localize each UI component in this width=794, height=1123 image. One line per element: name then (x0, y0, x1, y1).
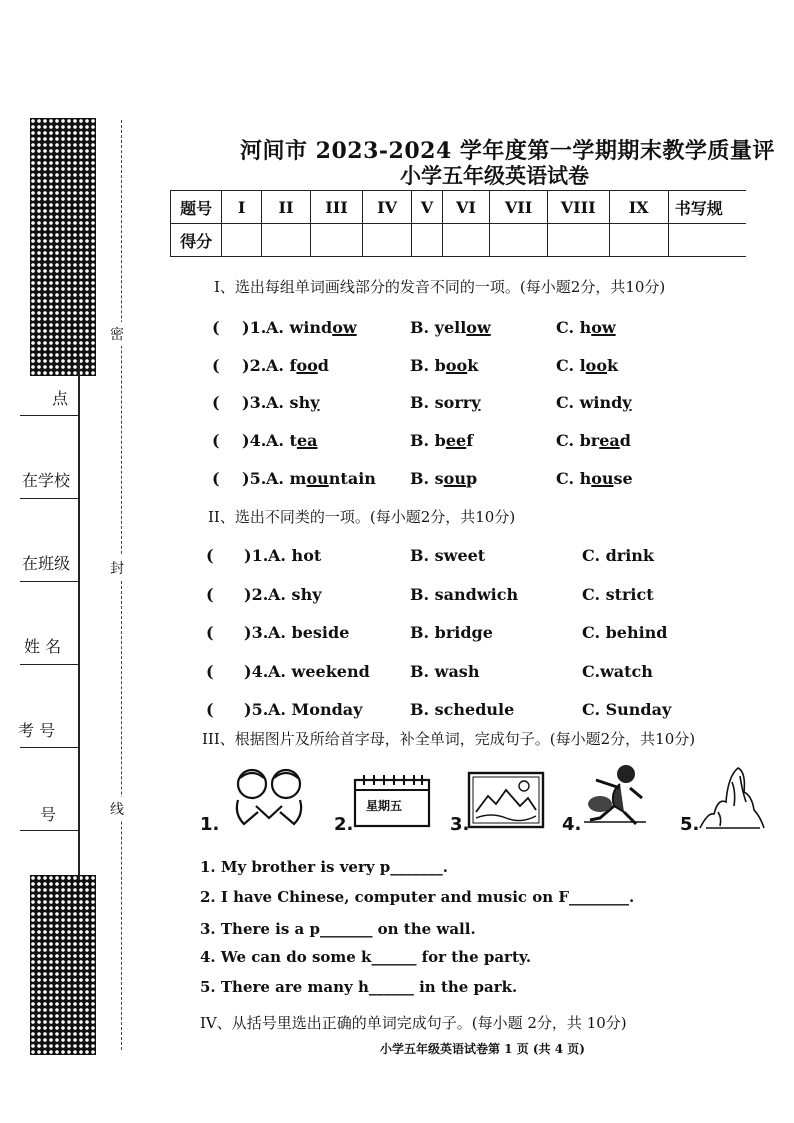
option-a (266, 356, 329, 375)
answer-blank[interactable]: ( (206, 662, 214, 681)
kung-fu-picture (580, 762, 650, 830)
option-c: C.watch (582, 662, 653, 681)
option-c (556, 356, 618, 375)
score-input-cell[interactable] (412, 224, 442, 257)
score-table (170, 190, 770, 257)
option-text: d (317, 356, 329, 375)
underlined-letters: y (622, 393, 632, 412)
option-b: B. wash (410, 662, 480, 681)
underlined-letters: ou (306, 469, 329, 488)
option-a (266, 393, 320, 412)
option-text: B. b (410, 356, 446, 375)
option-text: ntain (328, 469, 376, 488)
calendar-day-label: 星期五 (366, 799, 403, 813)
answer-bracket[interactable]: ( (212, 431, 220, 450)
option-b (410, 431, 473, 450)
answer-bracket[interactable]: ( (212, 393, 220, 412)
binding-label-seat-number: 号 (40, 805, 57, 824)
answer-blank[interactable] (212, 318, 220, 337)
underlined-letters: oo (445, 356, 468, 375)
answer-bracket[interactable]: ( (212, 469, 220, 488)
answer-blank[interactable] (212, 469, 220, 488)
hills-picture (698, 762, 766, 832)
question-number-wrap (242, 431, 266, 450)
score-cell: V (412, 191, 442, 224)
option-a: A. hot (268, 546, 322, 565)
section-3-heading: III、根据图片及所给首字母，补全单词，完成句子。(每小题2分，共10分) (202, 730, 696, 748)
question-number-wrap (242, 356, 266, 375)
underlined-letters: ou (591, 469, 614, 488)
binding-pattern-top (30, 118, 96, 376)
score-input-cell[interactable] (609, 224, 668, 257)
option-b: B. sandwich (410, 585, 519, 604)
score-cell: VI (442, 191, 490, 224)
option-a (266, 431, 318, 450)
option-text: C. h (556, 469, 592, 488)
option-text: k (607, 356, 619, 375)
fill-in-sentence[interactable]: 4. We can do some k______ for the party. (200, 948, 532, 966)
exam-subtitle: 小学五年级英语试卷 (400, 163, 589, 188)
question-number: )2. (242, 356, 267, 375)
binding-divider (78, 360, 80, 880)
binding-label-name: 姓 名 (24, 637, 62, 656)
option-a (266, 318, 357, 337)
picture-number: 2. (334, 814, 354, 835)
answer-blank[interactable] (212, 393, 220, 412)
option-text: B. yell (410, 318, 467, 337)
score-cell: IX (609, 191, 668, 224)
answer-blank[interactable]: ( (206, 585, 214, 604)
score-cell: 得分 (171, 224, 222, 257)
answer-blank[interactable]: ( (206, 623, 214, 642)
option-c: C. Sunday (582, 700, 672, 719)
score-cell: I (222, 191, 261, 224)
score-cell: VII (490, 191, 548, 224)
picture-number: 3. (450, 814, 470, 835)
question-number-wrap (242, 469, 266, 488)
binding-label-exam-site: 点 (52, 389, 69, 408)
score-cell: VIII (547, 191, 609, 224)
option-text: B. b (410, 431, 446, 450)
question-number-wrap (242, 318, 266, 337)
question-number: )3. (244, 623, 269, 642)
option-a: A. beside (268, 623, 350, 642)
binding-label-school: 在学校 (22, 471, 71, 490)
score-cell: IV (362, 191, 412, 224)
question-number-wrap (242, 393, 266, 412)
page-footer: 小学五年级英语试卷第 1 页 (共 4 页) (380, 1042, 585, 1056)
option-a: A. weekend (268, 662, 370, 681)
option-text: A. m (266, 469, 307, 488)
option-text: A. wind (266, 318, 333, 337)
option-a: A. Monday (268, 700, 363, 719)
answer-blank[interactable]: ( (206, 700, 214, 719)
score-input-cell[interactable] (362, 224, 412, 257)
underlined-letters: ow (332, 318, 357, 337)
underlined-letters: ou (443, 469, 466, 488)
option-text: B. s (410, 469, 444, 488)
option-b (410, 469, 477, 488)
section-1-heading: I、选出每组单词画线部分的发音不同的一项。(每小题2分，共10分) (214, 278, 666, 296)
answer-blank[interactable] (212, 356, 220, 375)
option-b: B. schedule (410, 700, 515, 719)
picture-number: 5. (680, 814, 700, 835)
fill-in-sentence[interactable]: 1. My brother is very p_______. (200, 858, 448, 876)
option-c: C. behind (582, 623, 668, 642)
seal-char-feng: 封 (110, 556, 124, 580)
section-2-heading: II、选出不同类的一项。(每小题2分，共10分) (208, 508, 516, 526)
picture-number: 4. (562, 814, 582, 835)
score-table-header-row (171, 191, 770, 224)
underlined-letters: ea (296, 431, 318, 450)
answer-bracket[interactable]: ( (212, 318, 220, 337)
score-input-cell[interactable] (311, 224, 363, 257)
score-input-cell[interactable] (490, 224, 548, 257)
underlined-letters: ow (466, 318, 491, 337)
option-text: A. t (266, 431, 297, 450)
question-number: )2. (244, 585, 269, 604)
option-text: k (467, 356, 479, 375)
option-text: A. sh (266, 393, 311, 412)
question-number: )3. (242, 393, 267, 412)
binding-pattern-bottom (30, 875, 96, 1055)
option-text: d (619, 431, 631, 450)
option-b: B. bridge (410, 623, 493, 642)
binding-box (20, 375, 78, 416)
option-a (266, 469, 376, 488)
question-number: )5. (244, 700, 269, 719)
option-c (556, 469, 633, 488)
underlined-letters: ea (599, 431, 620, 450)
score-input-cell[interactable] (222, 224, 261, 257)
underlined-letters: y (471, 393, 481, 412)
option-text: A. f (266, 356, 297, 375)
option-b (410, 356, 478, 375)
underlined-letters: ee (445, 431, 467, 450)
option-a: A. shy (268, 585, 322, 604)
fill-in-sentence[interactable]: 2. I have Chinese, computer and music on F________. (200, 888, 635, 906)
question-number: )4. (242, 431, 267, 450)
seal-cut-line (121, 120, 122, 1050)
answer-blank[interactable] (212, 431, 220, 450)
question-number: )1. (244, 546, 269, 565)
score-table-score-row (171, 224, 770, 257)
answer-blank[interactable]: ( (206, 546, 214, 565)
score-cell: 题号 (171, 191, 222, 224)
option-b: B. sweet (410, 546, 486, 565)
question-number: )1. (242, 318, 267, 337)
score-cell: II (261, 191, 310, 224)
question-number: )4. (244, 662, 269, 681)
section-4-heading: IV、从括号里选出正确的单词完成句子。(每小题 2分，共 10分) (200, 1014, 627, 1032)
underlined-letters: ow (591, 318, 616, 337)
painting-picture (466, 770, 546, 830)
fill-in-sentence[interactable]: 5. There are many h______ in the park. (200, 978, 518, 996)
fill-in-sentence[interactable]: 3. There is a p_______ on the wall. (200, 920, 476, 938)
question-number: )5. (242, 469, 267, 488)
option-text: C. h (556, 318, 592, 337)
score-cell: 书写规 (668, 191, 769, 224)
exam-title: 河间市 2023-2024 学年度第一学期期末教学质量评 (240, 138, 775, 164)
underlined-letters: oo (585, 356, 608, 375)
option-text: f (466, 431, 474, 450)
score-input-cell[interactable] (547, 224, 609, 257)
option-c (556, 393, 632, 412)
option-c: C. strict (582, 585, 654, 604)
option-text: C. wind (556, 393, 623, 412)
underlined-letters: y (310, 393, 320, 412)
friends-picture (228, 766, 310, 828)
score-input-cell[interactable] (261, 224, 310, 257)
option-text: se (613, 469, 633, 488)
option-b (410, 318, 491, 337)
seal-char-xian: 线 (110, 797, 124, 821)
score-input-cell[interactable] (442, 224, 490, 257)
option-text: C. br (556, 431, 600, 450)
page-edge (746, 185, 794, 275)
score-cell: III (311, 191, 363, 224)
binding-label-class: 在班级 (22, 554, 71, 573)
option-b (410, 393, 481, 412)
answer-bracket[interactable]: ( (212, 356, 220, 375)
option-c: C. drink (582, 546, 655, 565)
option-text: p (465, 469, 478, 488)
option-text: B. sorr (410, 393, 472, 412)
option-c (556, 431, 631, 450)
picture-number: 1. (200, 814, 220, 835)
option-c (556, 318, 616, 337)
binding-label-exam-number: 考 号 (18, 721, 56, 740)
option-text: C. l (556, 356, 586, 375)
seal-char-mi: 密 (110, 322, 124, 346)
underlined-letters: oo (296, 356, 318, 375)
